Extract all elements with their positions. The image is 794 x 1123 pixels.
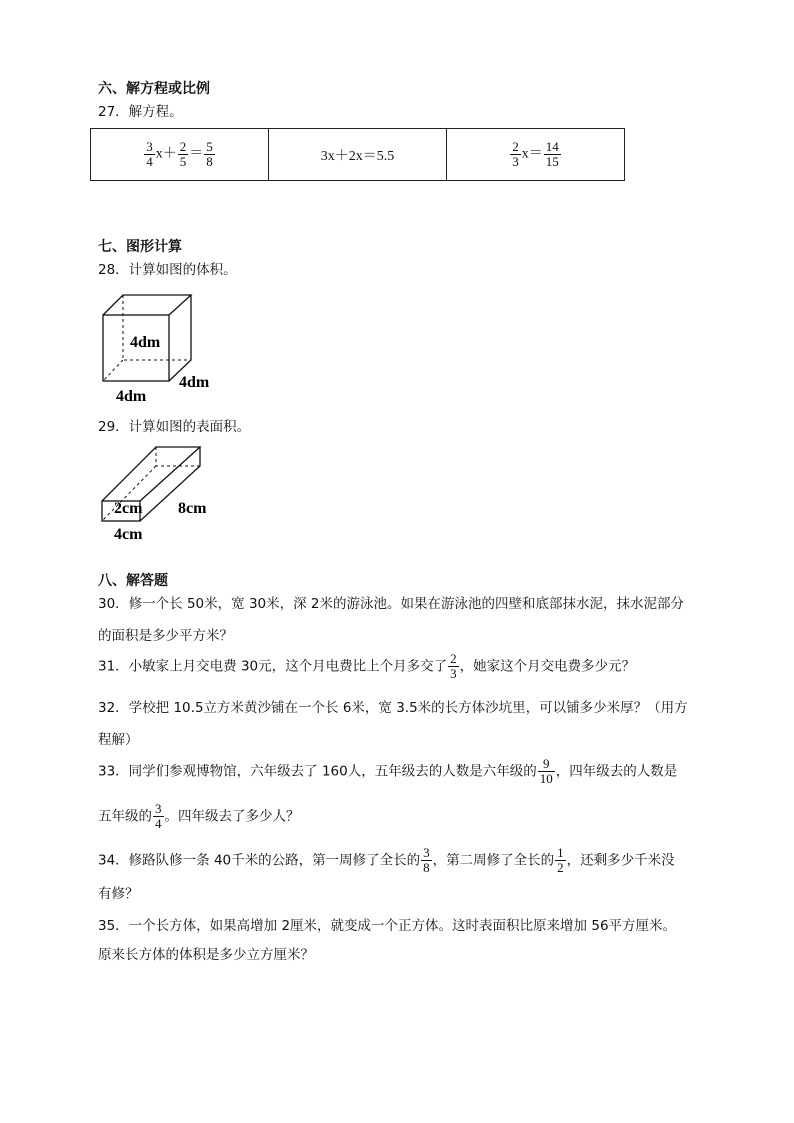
question-33-text: 。四年级去了多少人？ <box>164 808 300 825</box>
section-7-heading: 七、图形计算 <box>98 239 182 255</box>
equation-text: x＝ <box>521 146 543 162</box>
equation-text: 3x＋2x＝5.5 <box>320 148 395 164</box>
question-33-text: 33．同学们参观博物馆，六年级去了 160人，五年级去的人数是六年级的 <box>98 763 537 780</box>
fraction <box>538 757 555 786</box>
cube-width-label: 4dm <box>179 374 210 391</box>
numerator: 9 <box>538 757 555 772</box>
cuboid-hidden-edges <box>156 447 200 466</box>
fraction <box>178 140 189 169</box>
fraction <box>153 802 164 831</box>
question-34-text: 34．修路队修一条 40千米的公路，第一周修了全长的 <box>98 852 421 869</box>
denominator: 15 <box>545 154 559 169</box>
denominator: 4 <box>155 816 162 831</box>
question-34-line-1 <box>98 846 675 875</box>
question-27-text: 27．解方程。 <box>98 104 183 120</box>
denominator: 8 <box>206 154 213 169</box>
numerator: 5 <box>206 139 213 154</box>
denominator: 3 <box>450 666 457 681</box>
equation-table <box>90 128 625 181</box>
equation-1 <box>91 129 269 181</box>
cube-side-edges <box>169 295 191 381</box>
question-31-text: 31．小敏家上月交电费 30元，这个月电费比上个月多交了 <box>98 658 448 675</box>
denominator: 3 <box>512 154 519 169</box>
section-6-heading: 六、解方程或比例 <box>98 81 210 97</box>
numerator: 2 <box>179 139 187 154</box>
fraction <box>144 140 155 169</box>
section-8-heading: 八、解答题 <box>98 573 168 589</box>
fraction <box>510 140 521 169</box>
equation-3 <box>447 129 625 181</box>
denominator: 5 <box>179 154 187 169</box>
denominator: 4 <box>146 154 153 169</box>
question-34-line-2: 有修？ <box>98 886 139 902</box>
question-32-line-1: 32．学校把 10.5立方米黄沙铺在一个长 6米，宽 3.5米的长方体沙坑里，可以铺多少米厚？（用方 <box>98 700 688 716</box>
denominator: 2 <box>557 860 564 875</box>
cuboid-figure <box>96 442 226 546</box>
fraction <box>421 846 432 875</box>
numerator: 2 <box>450 651 457 666</box>
cube-top-edges <box>103 295 191 315</box>
question-32-line-2: 程解） <box>98 732 139 748</box>
cuboid-height-label: 2cm <box>114 500 143 517</box>
denominator: 8 <box>423 860 430 875</box>
question-34-text: ，第二周修了全长的 <box>432 852 555 869</box>
question-28-text: 28．计算如图的体积。 <box>98 262 237 278</box>
question-35-line-1: 35．一个长方体，如果高增加 2厘米，就变成一个正方体。这时表面积比原来增加 56平方厘米。 <box>98 918 677 934</box>
cube-length-label: 4dm <box>116 388 147 405</box>
cuboid-top-edges <box>102 447 200 501</box>
cuboid-length-label: 8cm <box>178 500 207 517</box>
numerator: 14 <box>545 139 559 154</box>
question-31-text: ，她家这个月交电费多少元？ <box>459 658 636 675</box>
question-35-line-2: 原来长方体的体积是多少立方厘米？ <box>98 947 314 963</box>
numerator: 3 <box>155 801 162 816</box>
fraction <box>544 140 561 169</box>
question-31 <box>98 652 635 681</box>
cube-hidden-edge <box>103 360 123 381</box>
question-33-line-1 <box>98 757 677 786</box>
numerator: 3 <box>423 845 430 860</box>
fraction <box>448 652 459 681</box>
fraction <box>555 846 566 875</box>
numerator: 2 <box>512 139 519 154</box>
question-33-text: ，四年级去的人数是 <box>555 763 678 780</box>
cube-figure <box>96 288 226 406</box>
equation-text: x＋ <box>155 146 177 162</box>
cube-height-label: 4dm <box>130 334 161 351</box>
numerator: 3 <box>146 139 153 154</box>
fraction <box>204 140 215 169</box>
equation-text: ＝ <box>189 146 204 162</box>
question-30-line-2: 的面积是多少平方米？ <box>98 628 233 644</box>
cuboid-width-label: 4cm <box>114 526 143 543</box>
question-34-text: ，还剩多少千米没 <box>566 852 675 869</box>
denominator: 10 <box>539 771 553 786</box>
question-33-line-2 <box>98 802 300 831</box>
question-29-text: 29．计算如图的表面积。 <box>98 419 251 435</box>
equation-2 <box>269 129 447 181</box>
numerator: 1 <box>557 845 564 860</box>
question-30-line-1: 30．修一个长 50米，宽 30米，深 2米的游泳池。如果在游泳池的四壁和底部抹水泥，抹水泥部分 <box>98 596 684 612</box>
question-33-text: 五年级的 <box>98 808 152 825</box>
